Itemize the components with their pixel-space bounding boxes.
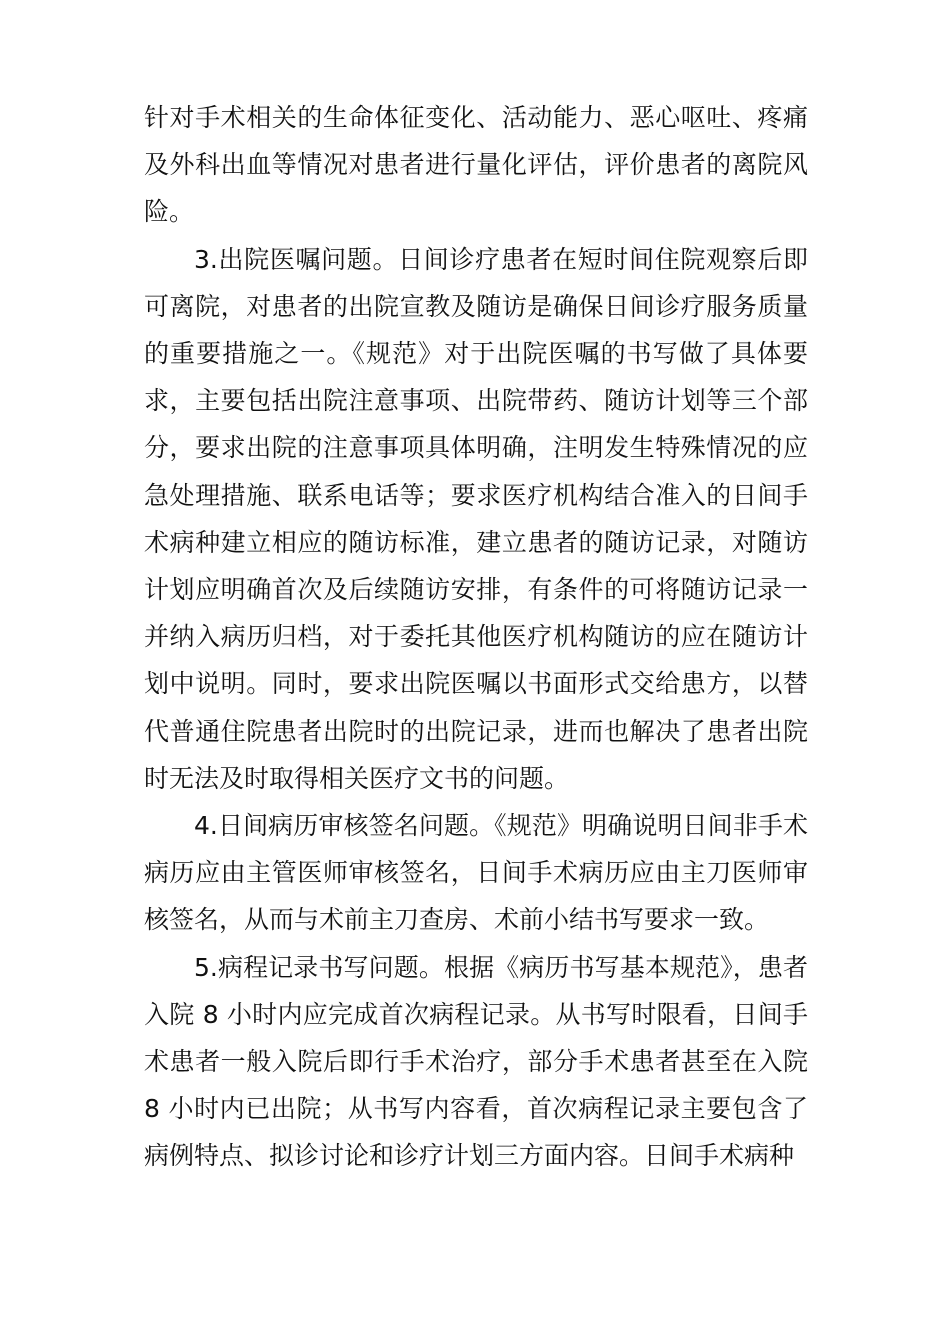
paragraph-continuation: 针对手术相关的生命体征变化、活动能力、恶心呕吐、疼痛及外科出血等情况对患者进行量化评估，评价患者的离院风险。 [144,103,808,227]
paragraph-discharge-orders: 3.出院医嘱问题。日间诊疗患者在短时间住院观察后即可离院，对患者的出院宣教及随访是确保日间诊疗服务质量的重要措施之一。《规范》对于出院医嘱的书写做了具体要求，主要包括出院注意事项、出院带药、随访计划等三个部分，要求出院的注意事项具体明确，注明发生特殊情况的应急处理措施、联系电话等；要求医疗机构结合准入的日间手术病种建立相应的随访标准，建立患者的随访记录，对随访计划应明确首次及后续随访安排，有条件的可将随访记录一并纳入病历归档，对于委托其他医疗机构随访的应在随访计划中说明。同时，要求出院医嘱以书面形式交给患方，以替代普通住院患者出院时的出院记录，进而也解决了患者出院时无法及时取得相关医疗文书的问题。 [144,244,808,793]
document-body [144,94,808,1180]
paragraph-record-signature: 4.日间病历审核签名问题。《规范》明确说明日间非手术病历应由主管医师审核签名，日间手术病历应由主刀医师审核签名，从而与术前主刀查房、术前小结书写要求一致。 [144,811,808,935]
paragraph-progress-notes: 5.病程记录书写问题。根据《病历书写基本规范》，患者入院 8 小时内应完成首次病程记录。从书写时限看，日间手术患者一般入院后即行手术治疗，部分手术患者甚至在入院 8 小时内已出院；从书写内容看，首次病程记录主要包含了病例特点、拟诊讨论和诊疗计划三方面内容。日间手术病种 [144,952,808,1171]
